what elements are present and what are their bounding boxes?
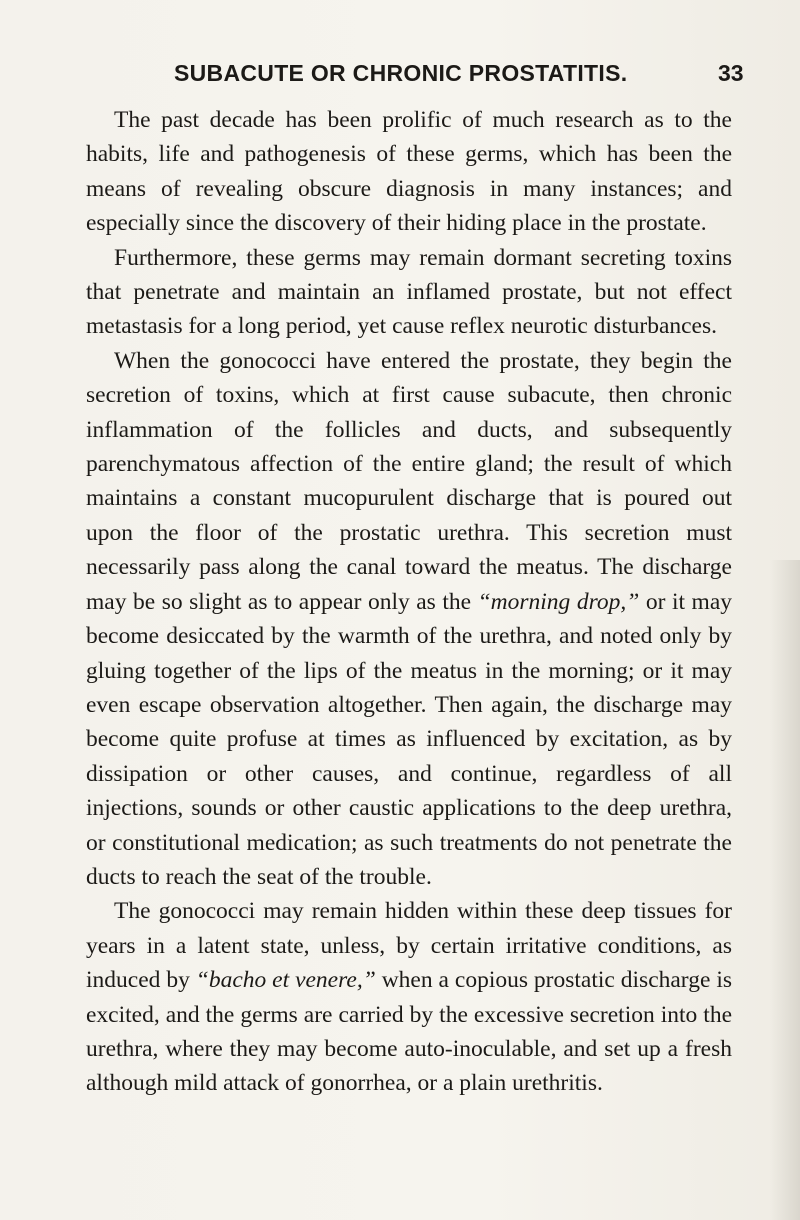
paragraph-3 (86, 344, 732, 895)
running-title: SUBACUTE OR CHRONIC PROSTATITIS. (174, 60, 628, 86)
running-header (0, 60, 800, 94)
body-text (86, 103, 732, 1101)
paragraph-4 (86, 894, 732, 1100)
paragraph-3-text-end: or it may become desiccated by the warmth of the urethra, and noted only by gluing together of the lips of the meatus in the morning; or it may even escape observation altogether. Then again, the discharge may become quite profuse at times as influenced by excitation, as by dissipation or other causes, and continue, regardless of all injections, sounds or other caustic applications to the deep urethra, or constitutional medication; as such treatments do not penetrate the ducts to reach the seat of the trouble. (86, 588, 732, 890)
page-number: 33 (718, 60, 744, 86)
paragraph-3-text-start: When the gonococci have entered the prostate, they begin the secretion of toxins, which at first cause subacute, then chronic inflammation of the follicles and ducts, and subsequently parenchymatous affection of the entire gland; the result of which maintains a constant mucopurulent discharge that is poured out upon the floor of the prostatic urethra. This secretion must necessarily pass along the canal toward the meatus. The discharge may be so slight as to appear only as the (86, 347, 732, 615)
paragraph-4-italic-phrase: “bacho et venere,” (195, 967, 376, 994)
paragraph-2: Furthermore, these germs may remain dormant secreting toxins that penetrate and maintain an inflamed prostate, but not effect metastasis for a long period, yet cause reflex neurotic disturbances. (86, 244, 732, 340)
paragraph-4-text-end: when a copious prostatic discharge is excited, and the germs are carried by the excessive secretion into the urethra, where they may become auto-inoculable, and set up a fresh although mild attack of gonorrhea, or a plain urethritis. (86, 967, 732, 1097)
paragraph-1: The past decade has been prolific of much research as to the habits, life and pathogenesis of these germs, which has been the means of revealing obscure diagnosis in many instances; and especially since the discovery of their hiding place in the prostate. (86, 107, 732, 237)
paragraph-4-text-start: The gonococci may remain hidden within these deep tissues for years in a latent state, unless, by certain irritative conditions, as induced by (86, 898, 732, 994)
paragraph-3-italic-phrase: “morning drop,” (477, 588, 640, 615)
page-edge-shadow (770, 560, 800, 1220)
